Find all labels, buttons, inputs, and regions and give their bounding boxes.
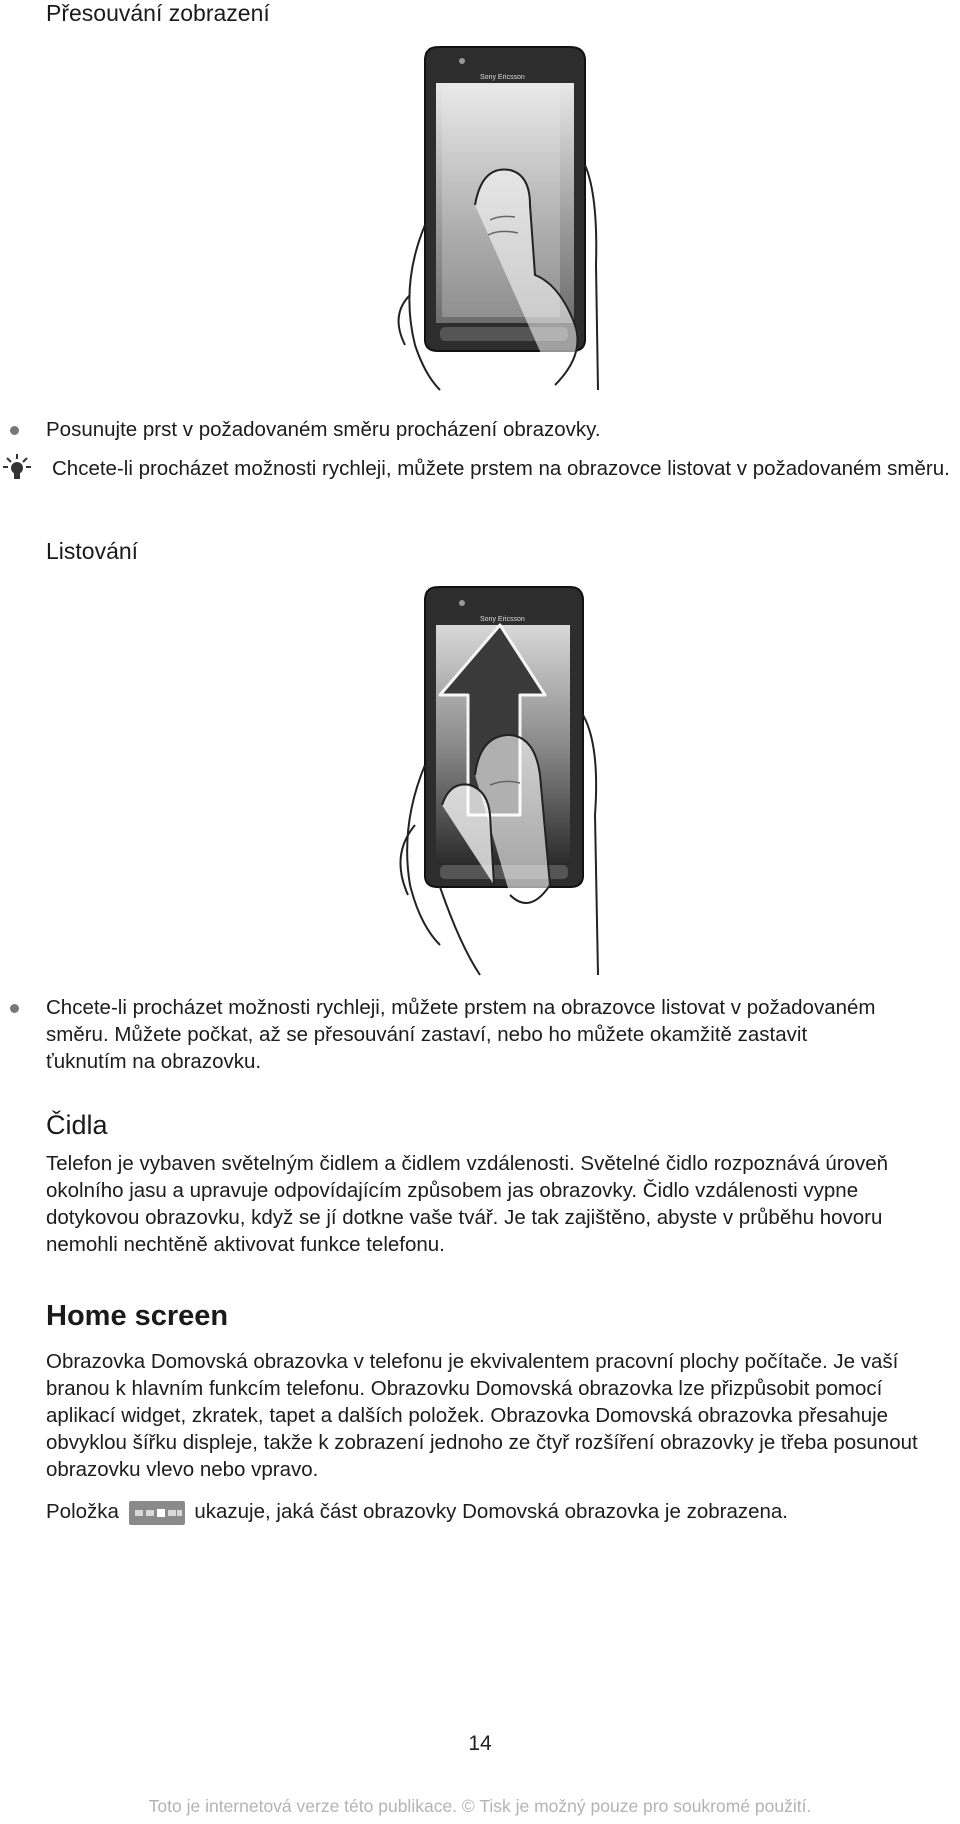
paragraph-home-screen: Obrazovka Domovská obrazovka v telefonu je ekvivalentem pracovní plochy počítače. Je vaší branou k hlavním funkcím telefonu. Obrazovku Domovská obrazovka lze přizpůsobit pomocí aplikací widget, zkratek, tapet a dalších položek. Obrazovka Domovská obrazovka přesahuje obvyklou šířku displeje, takže k zobrazení jednoho ze čtyř rozšíření obrazovky je třeba posunout obrazovku vlevo nebo vpravo.: [46, 1350, 918, 1481]
phone-illustration-panning: [370, 45, 600, 395]
section-title-panning: Přesouvání zobrazení: [46, 0, 270, 26]
paragraph-sensors: Telefon je vybaven světelným čidlem a čidlem vzdálenosti. Světelné čidlo rozpoznává úroveň okolního jasu a upravuje odpovídajícím způsobem jas obrazovky. Čidlo vzdálenosti vypne dotykovou obrazovku, když se jí dotkne vaše tvář. Je tak zajištěno, abyste v průběhu hovoru nemohli nechtěně aktivovat funkce telefonu.: [46, 1152, 889, 1256]
indicator-sentence: [46, 1498, 946, 1525]
lightbulb-icon: [2, 452, 32, 482]
section-title-flicking: Listování: [46, 538, 139, 564]
phone-illustration-flicking: [380, 585, 605, 980]
heading-sensors: Čidla: [46, 1110, 108, 1140]
bullet-text-flicking: Chcete-li procházet možnosti rychleji, můžete prstem na obrazovce listovat v požadovaném směru. Můžete počkat, až se přesouvání zastaví, nebo ho můžete okamžitě zastavit ťuknutím na obrazovku.: [46, 996, 876, 1073]
phone-brand-label: Sony Ericsson: [480, 616, 525, 623]
phone-brand-label: Sony Ericsson: [480, 74, 525, 81]
home-screen-pane-indicator-icon: [129, 1501, 185, 1525]
footer-disclaimer: Toto je internetová verze této publikace. © Tisk je možný pouze pro soukromé použití.: [148, 1796, 812, 1816]
indicator-suffix: ukazuje, jaká část obrazovky Domovská obrazovka je zobrazena.: [194, 1500, 789, 1523]
bullet-marker: [10, 426, 19, 435]
bullet-marker: [10, 1004, 19, 1013]
heading-home-screen: Home screen: [46, 1300, 229, 1332]
page-number: 14: [468, 1732, 492, 1755]
tip-text: Chcete-li procházet možnosti rychleji, můžete prstem na obrazovce listovat v požadovaném směru.: [52, 457, 950, 480]
indicator-prefix: Položka: [46, 1500, 119, 1523]
bullet-text-panning: Posunujte prst v požadovaném směru procházení obrazovky.: [46, 418, 601, 441]
